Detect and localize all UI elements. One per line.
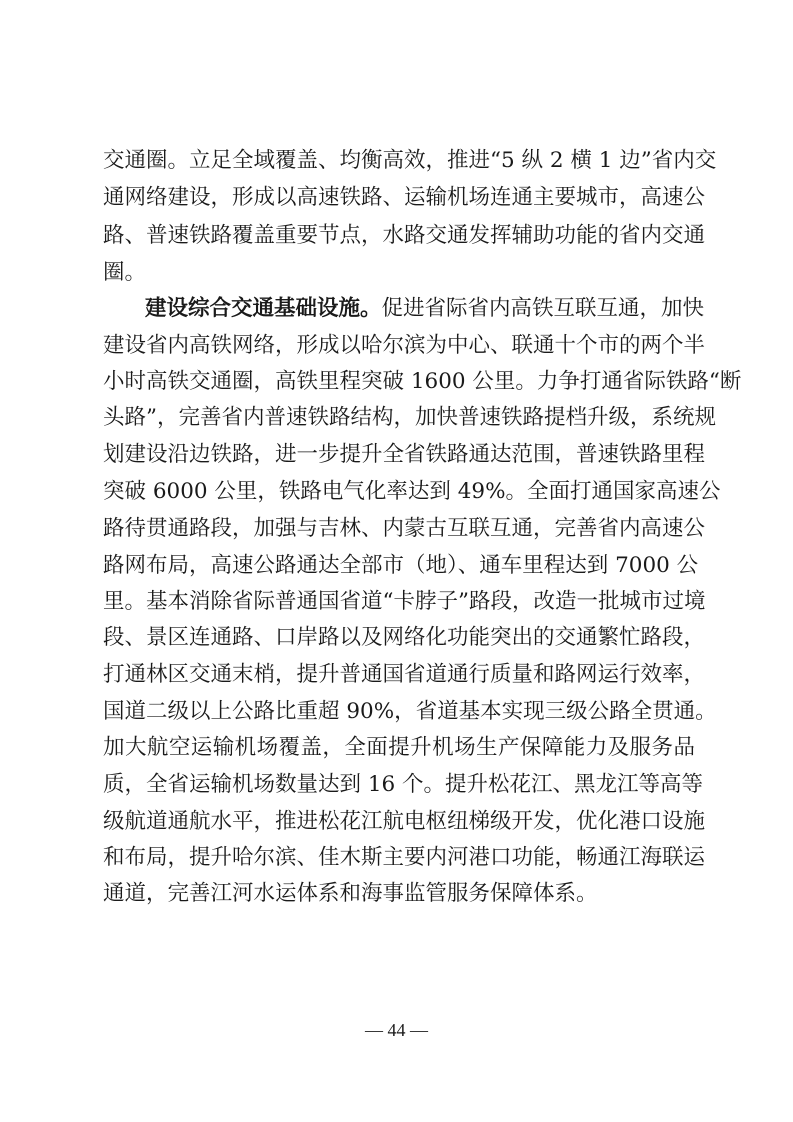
text-line: 段、景区连通路、口岸路以及网络化功能突出的交通繁忙路段， — [103, 625, 706, 650]
text-line: 通道，完善江河水运体系和海事监管服务保障体系。 — [103, 881, 598, 906]
text-line: 小时高铁交通圈，高铁里程突破 1600 公里。力争打通省际铁路“断 — [103, 369, 742, 394]
paragraph-first-line — [145, 292, 705, 326]
text-line: 打通林区交通末梢，提升普通国省道通行质量和路网运行效率， — [103, 662, 706, 687]
text-line: 建设省内高铁网络，形成以哈尔滨为中心、联通十个市的两个半 — [103, 333, 706, 358]
text-line: 质，全省运输机场数量达到 16 个。提升松花江、黑龙江等高等 — [103, 772, 704, 797]
text-line: 圈。 — [103, 260, 147, 285]
section-heading: 建设综合交通基础设施。 — [145, 296, 382, 321]
text-line: 突破 6000 公里，铁路电气化率达到 49%。全面打通国家高速公 — [103, 479, 721, 504]
text-line: 路、普速铁路覆盖重要节点，水路交通发挥辅助功能的省内交通 — [103, 223, 706, 248]
text-line: 头路”，完善省内普速铁路结构，加快普速铁路提档升级，系统规 — [103, 405, 716, 430]
text-line: 划建设沿边铁路，进一步提升全省铁路通达范围，普速铁路里程 — [103, 442, 706, 467]
text-line: 交通圈。立足全域覆盖、均衡高效，推进“5 纵 2 横 1 边”省内交 — [103, 148, 717, 173]
text-line: 路待贯通路段，加强与吉林、内蒙古互联互通，完善省内高速公 — [103, 516, 706, 541]
text-line: 国道二级以上公路比重超 90%，省道基本实现三级公路全贯通。 — [103, 699, 717, 724]
text-line: 里。基本消除省际普通国省道“卡脖子”路段，改造一批城市过境 — [103, 589, 706, 614]
text-line: 加大航空运输机场覆盖，全面提升机场生产保障能力及服务品 — [103, 735, 695, 760]
text-line: 通网络建设，形成以高速铁路、运输机场连通主要城市，高速公 — [103, 185, 706, 210]
page-number: — 44 — — [365, 1020, 428, 1040]
text-run: 促进省际省内高铁互联互通，加快 — [381, 296, 705, 321]
text-line: 和布局，提升哈尔滨、佳木斯主要内河港口功能，畅通江海联运 — [103, 845, 706, 870]
text-line: 路网布局，高速公路通达全部市（地）、通车里程达到 7000 公 — [103, 553, 699, 578]
text-line: 级航道通航水平，推进松花江航电枢纽梯级开发，优化港口设施 — [103, 809, 706, 834]
